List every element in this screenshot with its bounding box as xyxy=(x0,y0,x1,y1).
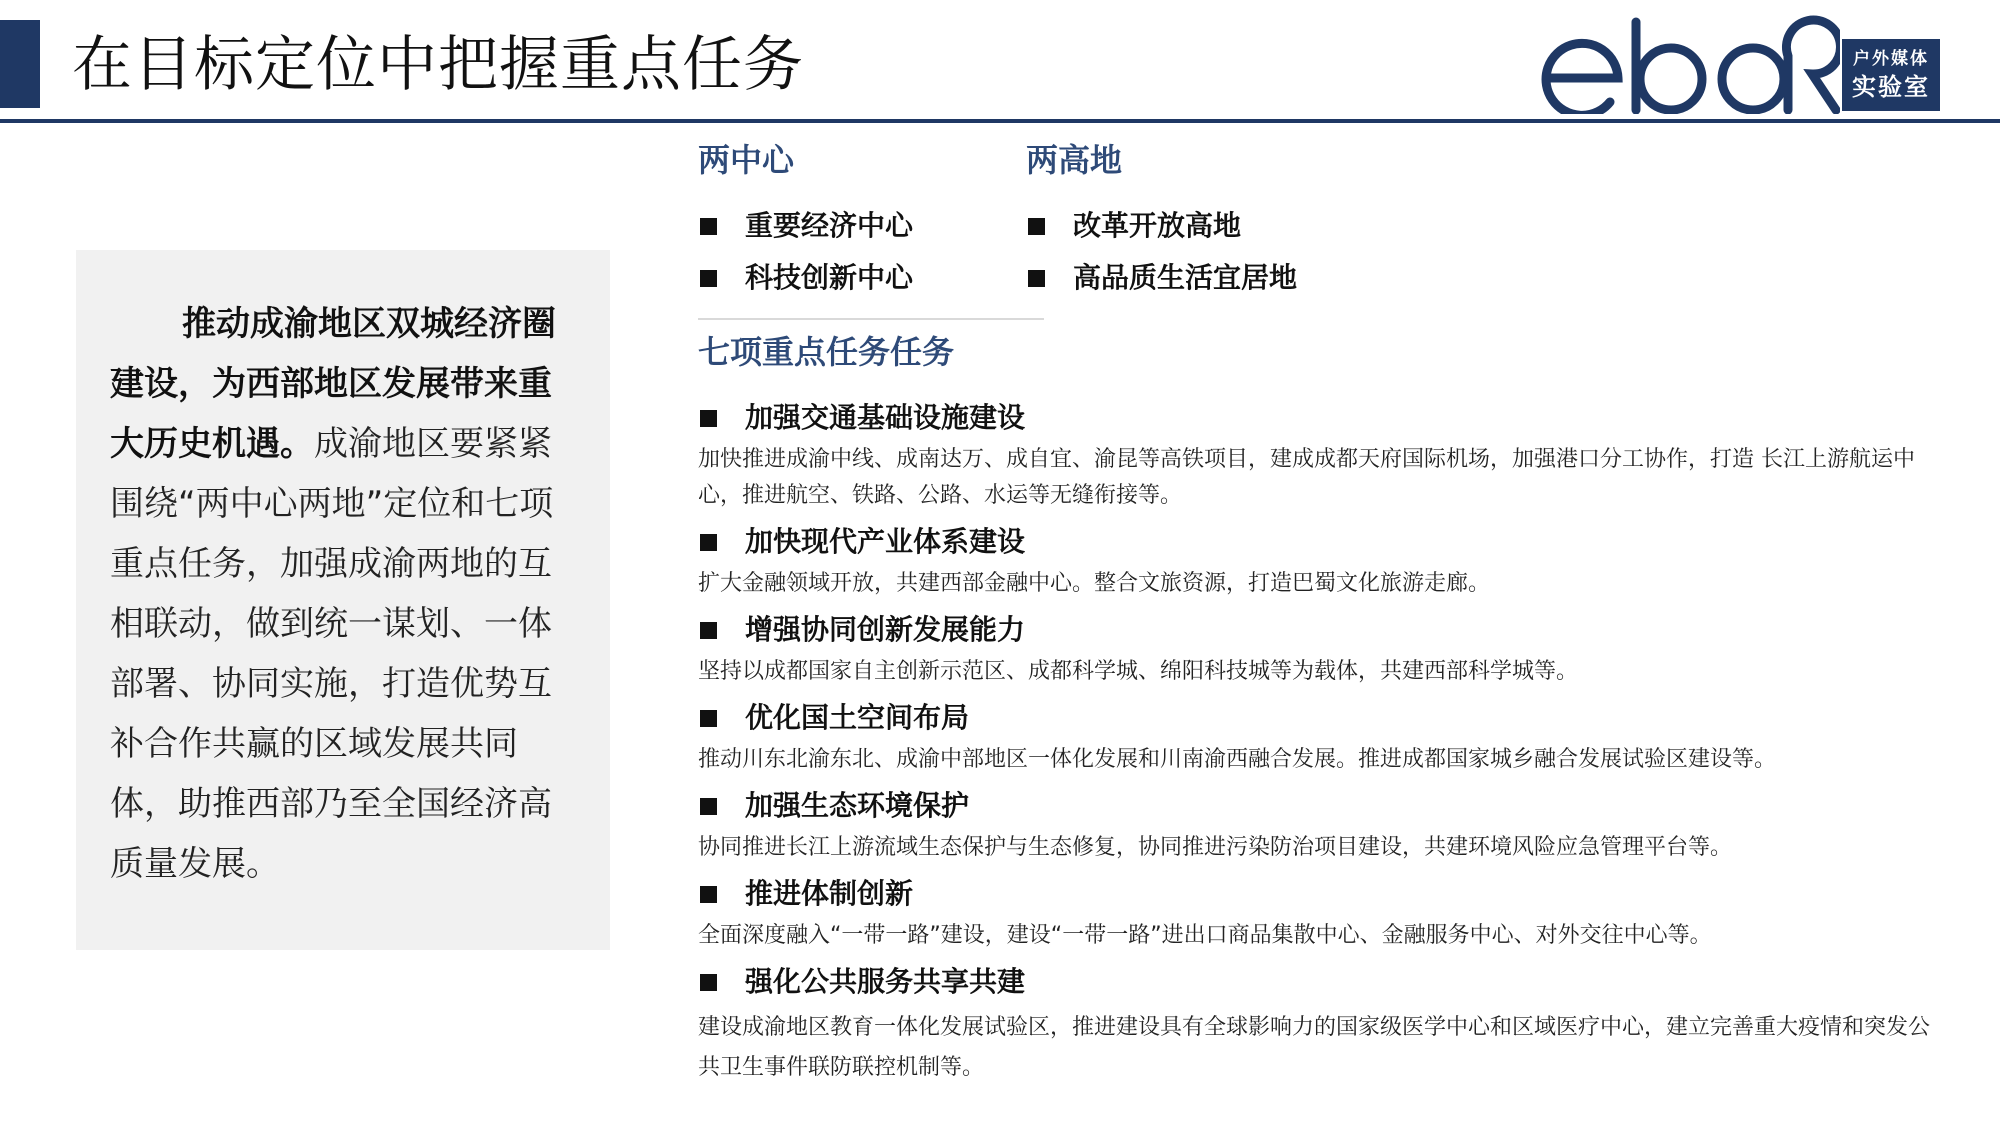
task-description: 扩大金融领域开放，共建西部金融中心。整合文旅资源，打造巴蜀文化旅游走廊。 xyxy=(698,571,1491,596)
task-title xyxy=(698,788,969,824)
task-description: 协同推进长江上游流域生态保护与生态修复，协同推进污染防治项目建设，共建环境风险应急管理平台等。 xyxy=(698,835,1733,860)
square-bullet-icon xyxy=(1028,270,1045,287)
task-title-label: 加快现代产业体系建设 xyxy=(745,525,1026,558)
logo-line-1: 户外媒体 xyxy=(1853,49,1929,69)
header-divider xyxy=(0,119,2000,123)
square-bullet-icon xyxy=(700,622,717,639)
task-title-label: 增强协同创新发展能力 xyxy=(745,613,1026,646)
title-accent-bar xyxy=(0,20,40,108)
square-bullet-icon xyxy=(700,710,717,727)
two-highlands-item xyxy=(1026,260,1297,296)
task-title xyxy=(698,876,913,912)
two-highlands-heading: 两高地 xyxy=(1026,141,1123,179)
two-centers-item-label: 科技创新中心 xyxy=(745,261,914,294)
task-title-label: 优化国土空间布局 xyxy=(745,701,970,734)
task-title-label: 加强生态环境保护 xyxy=(745,789,970,822)
seven-tasks-heading: 七项重点任务任务 xyxy=(698,333,955,371)
square-bullet-icon xyxy=(700,410,717,427)
square-bullet-icon xyxy=(1028,218,1045,235)
task-title xyxy=(698,400,1025,436)
two-highlands-item xyxy=(1026,208,1241,244)
two-highlands-item-label: 改革开放高地 xyxy=(1073,209,1242,242)
square-bullet-icon xyxy=(700,974,717,991)
ebor-logo xyxy=(1540,14,1945,114)
logo-lab-box xyxy=(1842,39,1940,111)
task-title-label: 强化公共服务共享共建 xyxy=(745,965,1026,998)
task-title xyxy=(698,964,1025,1000)
task-description: 建设成渝地区教育一体化发展试验区，推进建设具有全球影响力的国家级医学中心和区域医疗中心，建立完善重大疫情和突发公共卫生事件联防联控机制等。 xyxy=(698,1015,1931,1080)
task-description: 推动川东北渝东北、成渝中部地区一体化发展和川南渝西融合发展。推进成都国家城乡融合发展试验区建设等。 xyxy=(698,747,1777,772)
task-title xyxy=(698,700,969,736)
two-centers-item-label: 重要经济中心 xyxy=(745,209,914,242)
summary-paragraph xyxy=(110,294,560,894)
square-bullet-icon xyxy=(700,270,717,287)
two-highlands-item-label: 高品质生活宜居地 xyxy=(1073,261,1298,294)
square-bullet-icon xyxy=(700,218,717,235)
page-title: 在目标定位中把握重点任务 xyxy=(72,30,804,100)
square-bullet-icon xyxy=(700,798,717,815)
ebor-wordmark-icon xyxy=(1540,14,1840,114)
task-title-label: 加强交通基础设施建设 xyxy=(745,401,1026,434)
task-title-label: 推进体制创新 xyxy=(745,877,914,910)
summary-normal-text: 成渝地区要紧紧围绕“两中心两地”定位和七项重点任务，加强成渝两地的互相联动，做到统一谋划、一体部署、协同实施，打造优势互补合作共赢的区域发展共同体，助推西部乃至全国经济高质量发展。 xyxy=(110,424,554,884)
task-description: 加快推进成渝中线、成南达万、成自宜、渝昆等高铁项目，建成成都天府国际机场，加强港口分工协作，打造 长江上游航运中心，推进航空、铁路、公路、水运等无缝衔接等。 xyxy=(698,447,1915,508)
task-title xyxy=(698,612,1025,648)
logo-line-2: 实验室 xyxy=(1852,73,1930,101)
two-centers-heading: 两中心 xyxy=(698,141,795,179)
task-description: 坚持以成都国家自主创新示范区、成都科学城、绵阳科技城等为载体，共建西部科学城等。 xyxy=(698,659,1579,684)
two-centers-item xyxy=(698,260,913,296)
square-bullet-icon xyxy=(700,534,717,551)
task-description: 全面深度融入“一带一路”建设，建设“一带一路”进出口商品集散中心、金融服务中心、对外交往中心等。 xyxy=(698,923,1712,948)
section-divider xyxy=(698,318,1044,320)
summary-box xyxy=(76,250,610,950)
summary-bold-text: 推动成渝地区双城经济圈建设，为西部地区发展带来重大历史机遇。 xyxy=(110,304,556,464)
square-bullet-icon xyxy=(700,886,717,903)
two-centers-item xyxy=(698,208,913,244)
task-title xyxy=(698,524,1025,560)
